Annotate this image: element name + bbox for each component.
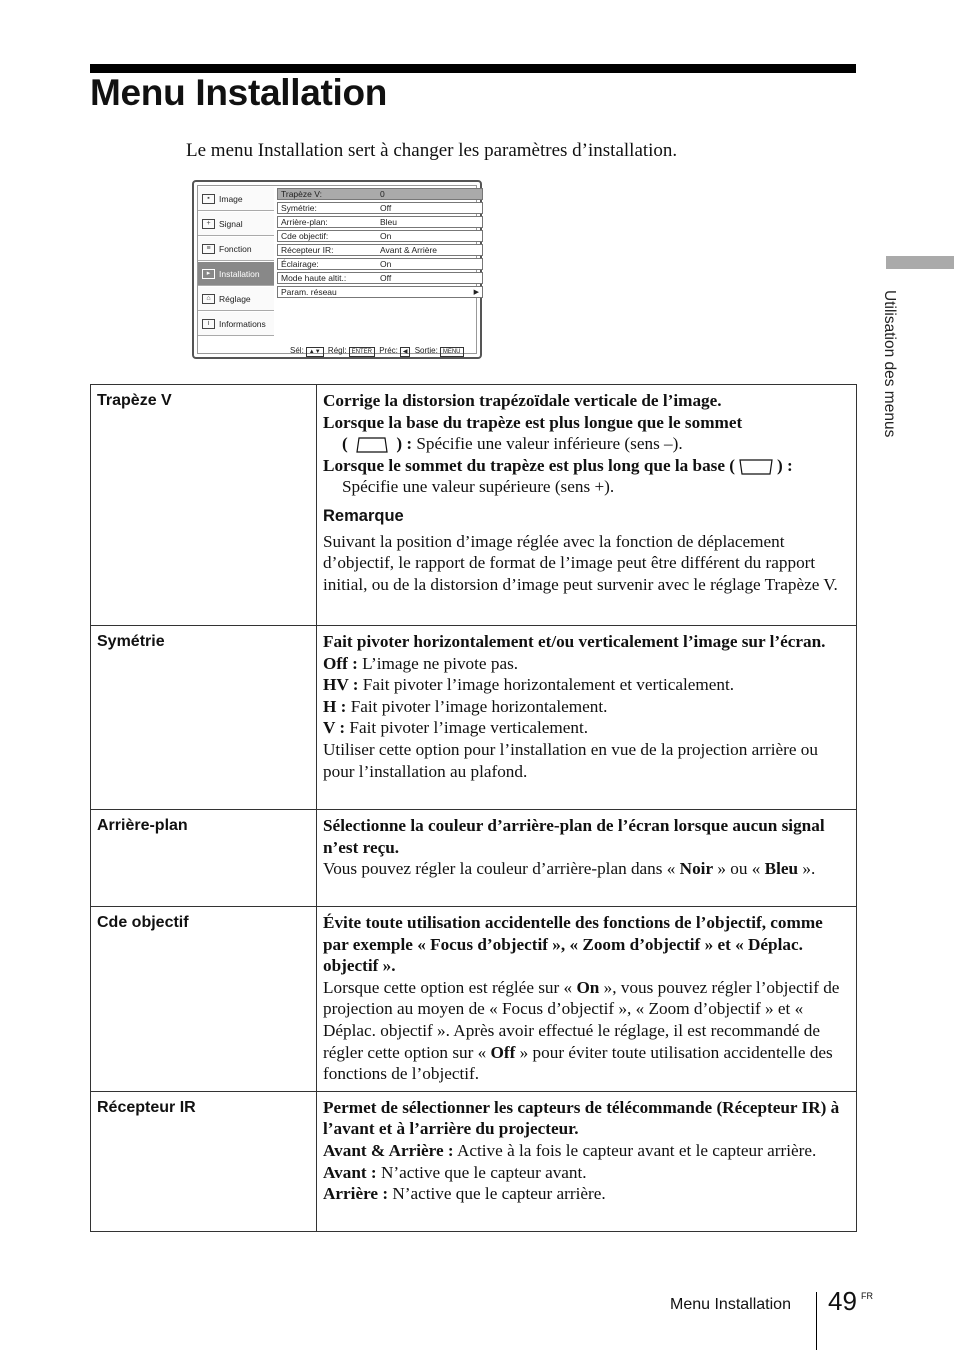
osd-row: Éclairage: On	[277, 258, 483, 270]
osd-key-hints: Sél: ▲▼ Régl: ENTER Préc: ◀ Sortie: MENU	[290, 346, 466, 357]
table-row-trapeze	[91, 385, 857, 626]
submenu-arrow-icon: ▶	[473, 289, 479, 296]
term-symetrie: Symétrie	[91, 626, 317, 810]
page-language: FR	[861, 1291, 873, 1301]
osd-menu-item-fonction: ≡ Fonction	[198, 237, 274, 261]
desc-trapeze: Corrige la distorsion trapézoïdale verticale de l’image. Lorsque la base du trapèze est plus longue que le sommet ( ) : Spécifie une valeur inférieure (sens –). Lorsque le sommet du trapèze est plus long que la base ( ) : Spécifie une valeur supérieure (sens +). Remarque Suivant la position d’image réglée avec la fonction de déplacement d’objectif, le rapport de format de l’image peut être différent du rapport initial, ou de la distorsion d’image peut survenir avec le réglage Trapèze V.	[317, 385, 857, 626]
term-cde-objectif: Cde objectif	[91, 907, 317, 1092]
osd-menu-item-signal: + Signal	[198, 212, 274, 236]
installation-icon: ▸	[202, 269, 215, 279]
enter-key-icon: ENTER	[349, 347, 375, 357]
osd-row: Symétrie: Off	[277, 202, 483, 214]
osd-row: Récepteur IR: Avant & Arrière	[277, 244, 483, 256]
osd-row: Trapèze V: 0	[277, 188, 483, 200]
info-icon: i	[202, 319, 215, 329]
osd-menu-list	[198, 187, 274, 337]
term-arriere-plan: Arrière-plan	[91, 810, 317, 907]
table-row-symetrie	[91, 626, 857, 810]
osd-frame	[197, 185, 477, 354]
osd-row: Mode haute altit.: Off	[277, 272, 483, 284]
trapezoid-wide-top-icon	[739, 458, 773, 476]
side-section-label: Utilisation des menus	[881, 290, 898, 438]
osd-row: Cde objectif: On	[277, 230, 483, 242]
desc-arriere-plan: Sélectionne la couleur d’arrière-plan de l’écran lorsque aucun signal n’est reçu. Vous pouvez régler la couleur d’arrière-plan dans « Noir » ou « Bleu ».	[317, 810, 857, 907]
osd-menu-item-installation: ▸ Installation	[198, 262, 274, 286]
term-trapeze: Trapèze V	[91, 385, 317, 626]
footer-section-label: Menu Installation	[670, 1296, 791, 1313]
remark-heading: Remarque	[323, 506, 404, 525]
page-title: Menu Installation	[90, 72, 388, 113]
osd-row: Arrière-plan: Bleu	[277, 216, 483, 228]
trapezoid-wide-base-icon	[356, 436, 388, 454]
side-tab-marker	[886, 256, 954, 269]
footer-divider	[816, 1292, 817, 1350]
table-row-recepteur-ir	[91, 1091, 857, 1231]
osd-menu-item-informations: i Informations	[198, 312, 274, 336]
settings-icon: ⌂	[202, 294, 215, 304]
osd-menu-item-image: ▪ Image	[198, 187, 274, 211]
signal-icon: +	[202, 219, 215, 229]
desc-symetrie: Fait pivoter horizontalement et/ou verticalement l’image sur l’écran. Off : L’image ne pivote pas. HV : Fait pivoter l’image horizontalement et verticalement. H : Fait pivoter l’image horizontalement. V : Fait pivoter l’image verticalement. Utiliser cette option pour l’installation en vue de la projection arrière ou pour l’installation au plafond.	[317, 626, 857, 810]
osd-row: Param. réseau ▶	[277, 286, 483, 298]
osd-screenshot	[192, 180, 482, 359]
up-down-keys-icon: ▲▼	[306, 347, 324, 357]
osd-menu-item-reglage: ⌂ Réglage	[198, 287, 274, 311]
left-key-icon: ◀	[400, 347, 411, 357]
menu-key-icon: MENU	[440, 347, 464, 357]
desc-cde-objectif: Évite toute utilisation accidentelle des fonctions de l’objectif, comme par exemple « Focus d’objectif », « Zoom d’objectif » et « Déplac. objectif ». Lorsque cette option est réglée sur « On », vous pouvez régler l’objectif de projection au moyen de « Focus d’objectif », « Zoom d’objectif » et « Déplac. objectif ». Après avoir effectué le réglage, il est recommandé de régler cette option sur « Off » pour éviter toute utilisation accidentelle des fonctions de l’objectif.	[317, 907, 857, 1092]
page-number: 49	[828, 1286, 857, 1316]
function-icon: ≡	[202, 244, 215, 254]
settings-table	[90, 384, 857, 1232]
table-row-cde-objectif	[91, 907, 857, 1092]
desc-recepteur-ir: Permet de sélectionner les capteurs de télécommande (Récepteur IR) à l’avant et à l’arrière du projecteur. Avant & Arrière : Active à la fois le capteur avant et le capteur arrière. Avant : N’active que le capteur avant. Arrière : N’active que le capteur arrière.	[317, 1091, 857, 1231]
term-recepteur-ir: Récepteur IR	[91, 1091, 317, 1231]
osd-settings-list	[277, 188, 483, 300]
intro-text: Le menu Installation sert à changer les paramètres d’installation.	[186, 140, 678, 161]
image-icon: ▪	[202, 194, 215, 204]
table-row-arriere-plan	[91, 810, 857, 907]
